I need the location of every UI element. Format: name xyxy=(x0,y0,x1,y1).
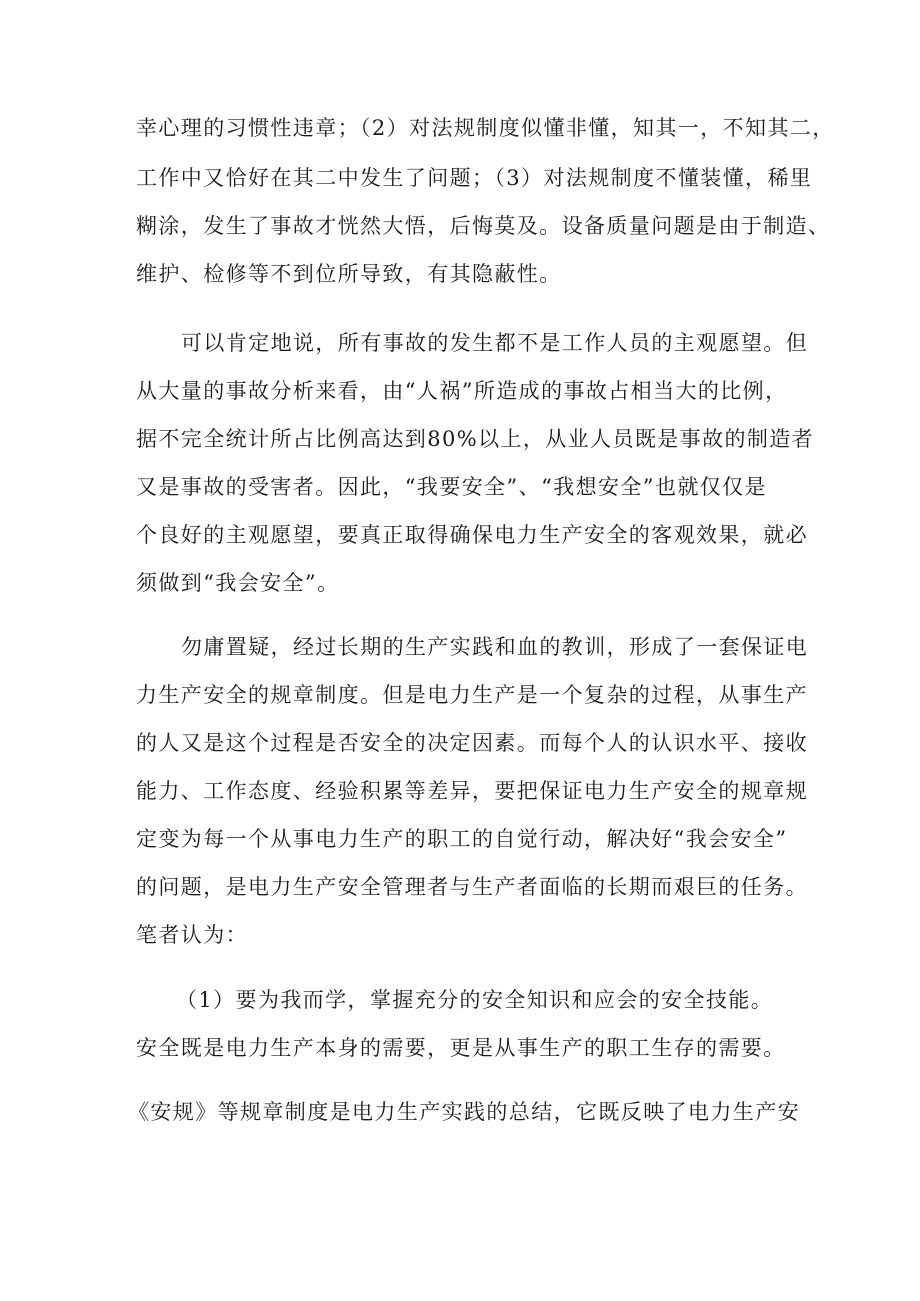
paragraph-2-line-2: 从大量的事故分析来看，由“人祸”所造成的事故占相当大的比例， xyxy=(136,379,788,403)
paragraph-2-line-5: 个良好的主观愿望，要真正取得确保电力生产安全的客观效果，就必 xyxy=(136,523,808,547)
paragraph-1-line-3: 糊涂，发生了事故才恍然大悟，后悔莫及。设备质量问题是由于制造、 xyxy=(136,214,831,238)
paragraph-1-line-2: 工作中又恰好在其二中发生了问题；（3）对法规制度不懂装懂，稀里 xyxy=(136,166,813,190)
paragraph-2-line-1: 可以肯定地说，所有事故的发生都不是工作人员的主观愿望。但 xyxy=(181,331,809,355)
paragraph-3-line-6: 的问题，是电力生产安全管理者与生产者面临的长期而艰巨的任务。 xyxy=(136,875,808,899)
paragraph-3-line-4: 能力、工作态度、经验积累等差异，要把保证电力生产安全的规章规 xyxy=(136,779,808,803)
paragraph-2-line-4: 又是事故的受害者。因此，“我要安全”、“我想安全”也就仅仅是 xyxy=(136,475,767,499)
paragraph-3-line-5: 定变为每一个从事电力生产的职工的自觉行动，解决好“我会安全” xyxy=(136,827,788,851)
paragraph-2-line-6: 须做到“我会安全”。 xyxy=(136,571,340,595)
paragraph-4-line-1: （1）要为我而学，掌握充分的安全知识和应会的安全技能。 xyxy=(176,988,774,1012)
paragraph-1-line-1: 幸心理的习惯性违章；（2）对法规制度似懂非懂，知其一，不知其二， xyxy=(136,116,835,140)
paragraph-3-line-2: 力生产安全的规章制度。但是电力生产是一个复杂的过程，从事生产 xyxy=(136,683,808,707)
paragraph-2-line-3: 据不完全统计所占比例高达到80%以上，从业人员既是事故的制造者 xyxy=(136,427,815,451)
paragraph-3-line-1: 勿庸置疑，经过长期的生产实践和血的教训，形成了一套保证电 xyxy=(181,635,809,659)
paragraph-3-line-7: 笔者认为： xyxy=(136,923,248,947)
paragraph-1-line-4: 维护、检修等不到位所导致，有其隐蔽性。 xyxy=(136,262,562,286)
paragraph-3-line-3: 的人又是这个过程是否安全的决定因素。而每个人的认识水平、接收 xyxy=(136,731,808,755)
paragraph-4-line-3: 《安规》等规章制度是电力生产实践的总结，它既反映了电力生产安 xyxy=(128,1100,800,1124)
paragraph-4-line-2: 安全既是电力生产本身的需要，更是从事生产的职工生存的需要。 xyxy=(136,1036,786,1060)
